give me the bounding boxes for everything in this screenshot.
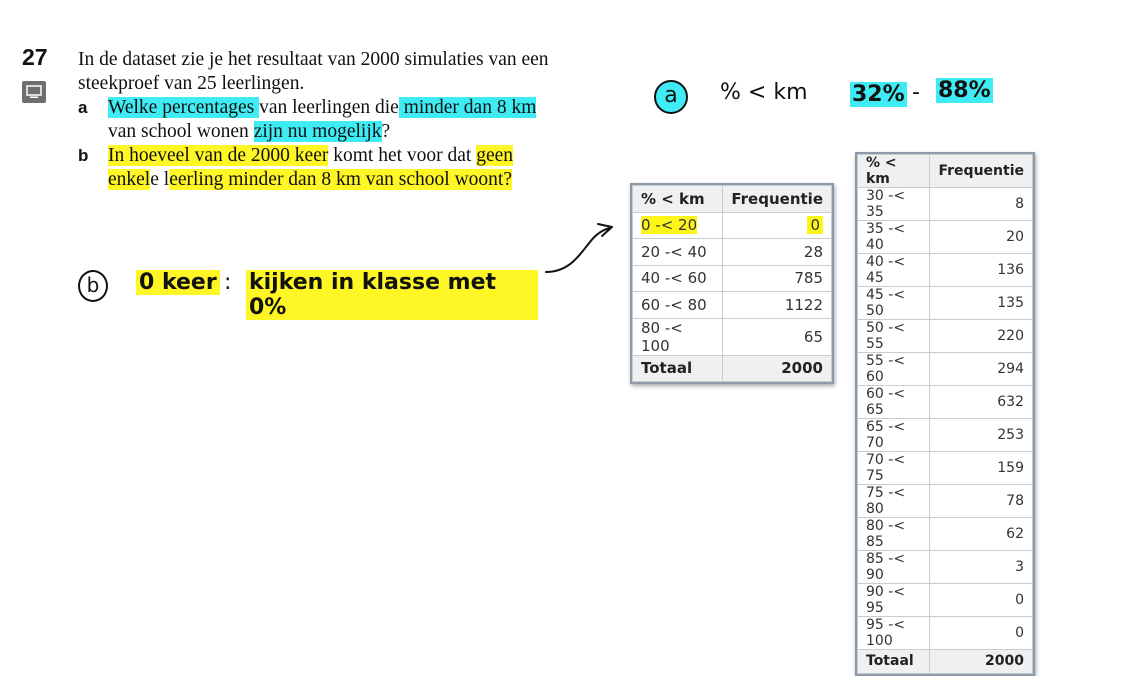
freq-cell: 159 xyxy=(930,452,1033,485)
question-number: 27 xyxy=(22,44,48,70)
text-a1: van leerlingen die xyxy=(259,97,399,118)
total-value: 2000 xyxy=(930,650,1033,674)
screen-icon[interactable] xyxy=(22,81,46,103)
class-cell: 90 -< 95 xyxy=(858,584,930,617)
freq-cell: 3 xyxy=(930,551,1033,584)
text-a2: van school wonen xyxy=(108,121,254,142)
table-row xyxy=(633,292,832,319)
table-large xyxy=(857,154,1033,674)
table-row xyxy=(858,452,1033,485)
handwriting-a-marker: a xyxy=(654,80,688,114)
frequency-table-small xyxy=(630,183,834,384)
freq-cell: 0 xyxy=(930,584,1033,617)
class-cell: 80 -< 85 xyxy=(858,518,930,551)
class-cell: 55 -< 60 xyxy=(858,353,930,386)
class-cell: 50 -< 55 xyxy=(858,320,930,353)
handwriting-a xyxy=(654,78,994,118)
subquestion-b-label: b xyxy=(78,146,89,165)
header-freq: Frequentie xyxy=(930,155,1033,188)
handwriting-a-text: % < km xyxy=(720,80,808,105)
handwriting-b-text1: 0 keer xyxy=(136,270,220,295)
subquestion-b xyxy=(78,144,618,192)
highlight-b3: enkel xyxy=(108,169,151,190)
handwriting-a-dash: - xyxy=(912,80,920,105)
header-freq: Frequentie xyxy=(723,186,832,213)
highlight-a1: Welke percentages xyxy=(108,97,260,118)
text-b1: komt het voor dat xyxy=(328,145,477,166)
total-value: 2000 xyxy=(723,355,832,382)
freq-cell: 253 xyxy=(930,419,1033,452)
table-row xyxy=(633,239,832,266)
handwriting-b-text2: kijken in klasse met 0% xyxy=(246,270,538,320)
freq-cell: 78 xyxy=(930,485,1033,518)
text-b2: e l xyxy=(150,169,170,190)
total-row xyxy=(858,650,1033,674)
table-row xyxy=(858,584,1033,617)
class-highlight: 0 -< 20 xyxy=(641,216,698,235)
freq-cell: 294 xyxy=(930,353,1033,386)
class-cell: 60 -< 80 xyxy=(633,292,723,319)
class-cell: 60 -< 65 xyxy=(858,386,930,419)
question-text xyxy=(78,48,618,192)
class-cell: 20 -< 40 xyxy=(633,239,723,266)
class-cell: 35 -< 40 xyxy=(858,221,930,254)
freq-cell: 135 xyxy=(930,287,1033,320)
freq-cell: 65 xyxy=(723,318,832,355)
table-row xyxy=(858,485,1033,518)
freq-cell: 62 xyxy=(930,518,1033,551)
table-row xyxy=(633,265,832,292)
freq-cell: 20 xyxy=(930,221,1033,254)
highlight-a2: minder dan 8 km xyxy=(398,97,537,118)
intro-line-1: In de dataset zie je het resultaat van 2000 simulaties van een xyxy=(78,49,549,70)
highlight-a3: zijn nu mogelijk xyxy=(253,121,382,142)
handwriting-b-colon: : xyxy=(224,270,232,295)
subquestion-a xyxy=(78,96,618,144)
total-label: Totaal xyxy=(858,650,930,674)
handwriting-b-marker: b xyxy=(78,270,108,302)
arrow-icon xyxy=(540,218,620,278)
class-cell xyxy=(633,212,723,239)
freq-cell: 28 xyxy=(723,239,832,266)
header-pct: % < km xyxy=(633,186,723,213)
highlight-b1: In hoeveel van de 2000 keer xyxy=(108,145,329,166)
freq-highlight: 0 xyxy=(807,216,823,234)
frequency-table-large xyxy=(855,152,1035,676)
total-label: Totaal xyxy=(633,355,723,382)
header-pct: % < km xyxy=(858,155,930,188)
class-cell: 80 -< 100 xyxy=(633,318,723,355)
class-cell: 45 -< 50 xyxy=(858,287,930,320)
class-cell: 30 -< 35 xyxy=(858,188,930,221)
table-row xyxy=(858,419,1033,452)
table-row xyxy=(858,386,1033,419)
total-row xyxy=(633,355,832,382)
handwriting-a-start: 32% xyxy=(852,82,905,107)
highlight-b2: geen xyxy=(476,145,514,166)
table-small xyxy=(632,185,832,382)
handwriting-a-end: 88% xyxy=(938,78,991,103)
class-cell: 70 -< 75 xyxy=(858,452,930,485)
table-row xyxy=(858,320,1033,353)
freq-cell: 8 xyxy=(930,188,1033,221)
table-row xyxy=(858,518,1033,551)
freq-cell: 785 xyxy=(723,265,832,292)
class-cell: 95 -< 100 xyxy=(858,617,930,650)
class-cell: 85 -< 90 xyxy=(858,551,930,584)
subquestion-a-label: a xyxy=(78,98,88,117)
table-row xyxy=(858,353,1033,386)
class-cell: 75 -< 80 xyxy=(858,485,930,518)
intro-line-2: steekproef van 25 leerlingen. xyxy=(78,73,305,94)
handwriting-b xyxy=(78,266,538,320)
freq-cell: 220 xyxy=(930,320,1033,353)
freq-cell xyxy=(723,212,832,239)
table-row xyxy=(858,254,1033,287)
table-row xyxy=(633,212,832,239)
table-row xyxy=(858,617,1033,650)
table-row xyxy=(858,551,1033,584)
freq-cell: 0 xyxy=(930,617,1033,650)
highlight-b4: eerling minder dan 8 km van school woont? xyxy=(169,169,512,190)
table-row xyxy=(858,221,1033,254)
table-row xyxy=(858,287,1033,320)
class-cell: 65 -< 70 xyxy=(858,419,930,452)
class-cell: 40 -< 60 xyxy=(633,265,723,292)
class-cell: 40 -< 45 xyxy=(858,254,930,287)
freq-cell: 1122 xyxy=(723,292,832,319)
freq-cell: 632 xyxy=(930,386,1033,419)
table-row xyxy=(633,318,832,355)
freq-cell: 136 xyxy=(930,254,1033,287)
text-a3: ? xyxy=(381,121,391,142)
table-row xyxy=(858,188,1033,221)
